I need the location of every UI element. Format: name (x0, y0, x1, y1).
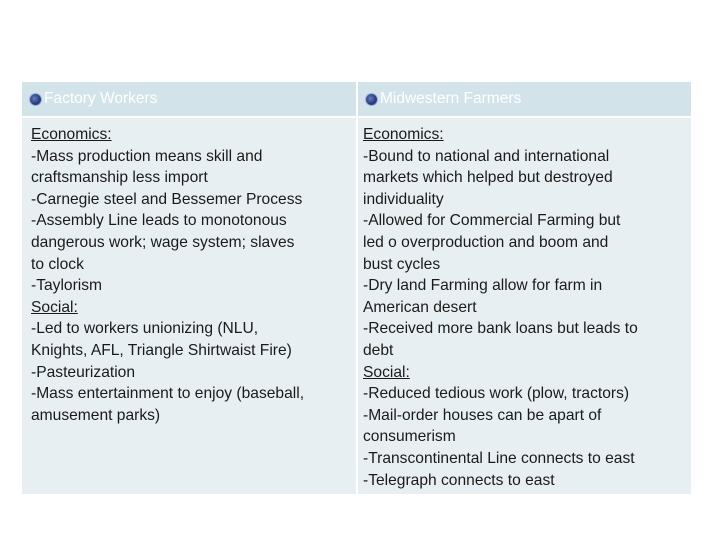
text-line: led o overproduction and boom and (363, 233, 609, 251)
section-heading: Economics: (31, 126, 112, 143)
section-heading: Social: (363, 363, 410, 381)
text-line: -Pasteurization (31, 363, 136, 381)
text-line: dangerous work; wage system; slaves (31, 233, 295, 251)
text-line: -Carnegie steel and Bessemer Process (31, 190, 303, 208)
section-heading: Social: (31, 298, 78, 316)
comparison-table (22, 82, 691, 494)
text-line: -Taylorism (31, 277, 103, 295)
header-label: Factory Workers (44, 90, 158, 107)
text-line: -Assembly Line leads to monotonous (31, 212, 287, 230)
text-line: -Allowed for Commercial Farming but (363, 212, 621, 230)
bullet-icon (30, 94, 41, 105)
bullet-icon (366, 94, 377, 105)
text-line: -Bound to national and international (363, 147, 610, 165)
text-line: consumerism (363, 428, 456, 446)
text-line: -Telegraph connects to east (363, 471, 555, 489)
text-line: debt (363, 341, 394, 359)
text-line: -Led to workers unionizing (NLU, (31, 320, 259, 338)
body-row (22, 118, 691, 494)
text-line: American desert (363, 298, 477, 316)
text-line: -Mass production means skill and (31, 147, 263, 165)
section-heading: Economics: (363, 126, 444, 143)
header-label: Midwestern Farmers (380, 90, 522, 107)
text-line: craftsmanship less import (31, 169, 208, 187)
midwestern-farmers-cell (358, 118, 691, 494)
header-factory-workers (22, 82, 358, 116)
text-line: -Received more bank loans but leads to (363, 320, 638, 338)
text-line: to clock (31, 255, 84, 273)
factory-workers-cell (22, 118, 358, 494)
text-line: amusement parks) (31, 406, 161, 424)
text-line: -Reduced tedious work (plow, tractors) (363, 385, 630, 403)
text-line: -Dry land Farming allow for farm in (363, 277, 603, 295)
text-line: bust cycles (363, 255, 441, 273)
text-line: -Transcontinental Line connects to east (363, 449, 635, 467)
text-line: individuality (363, 190, 444, 208)
text-line: -Mail-order houses can be apart of (363, 406, 602, 424)
text-line: Knights, AFL, Triangle Shirtwaist Fire) (31, 341, 292, 359)
text-line: markets which helped but destroyed (363, 169, 613, 187)
header-midwestern-farmers (358, 82, 691, 116)
text-line: -Mass entertainment to enjoy (baseball, (31, 385, 305, 403)
header-row (22, 82, 691, 116)
